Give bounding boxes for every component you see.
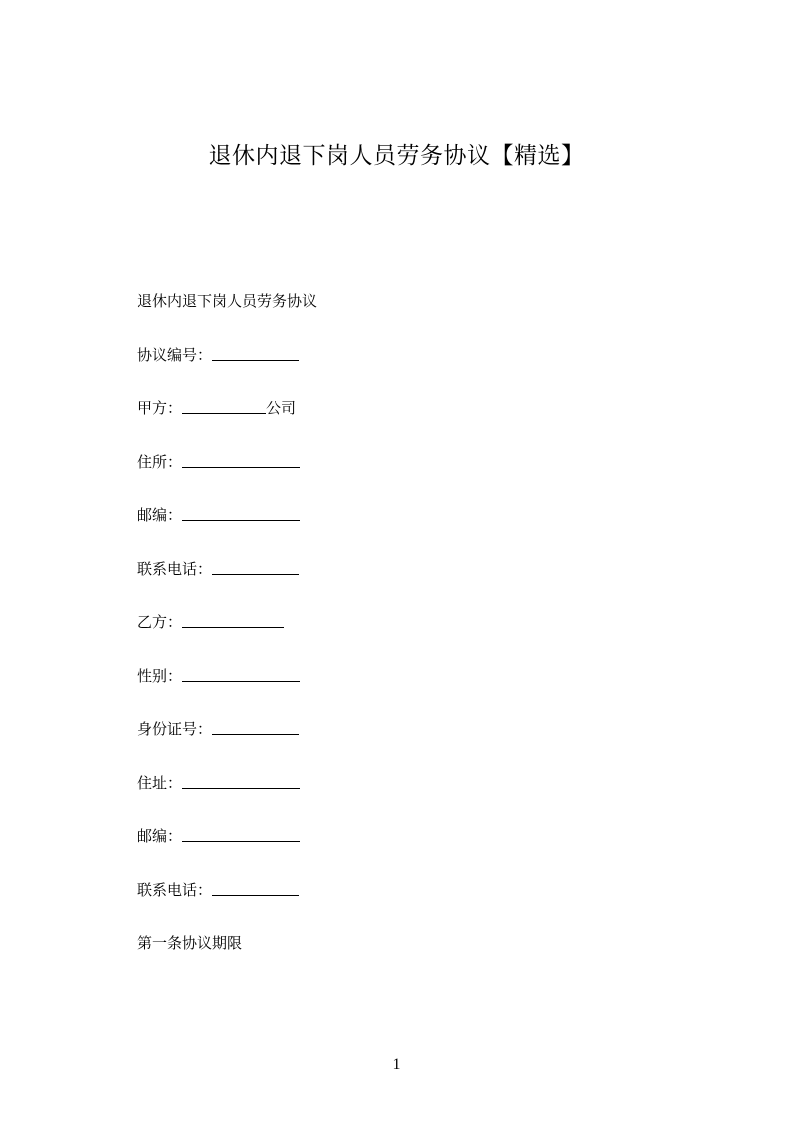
party-a-postcode-blank — [182, 504, 300, 521]
agreement-number-line — [137, 343, 697, 367]
section-heading: 第一条协议期限 — [137, 934, 243, 952]
document-subtitle: 退休内退下岗人员劳务协议 — [137, 292, 318, 310]
party-a-phone-blank — [212, 558, 299, 575]
agreement-number-label: 协议编号： — [137, 345, 213, 364]
party-a-postcode-line — [137, 503, 697, 527]
gender-blank — [182, 665, 300, 682]
party-b-label: 乙方： — [137, 613, 183, 631]
party-a-suffix: 公司 — [266, 399, 297, 417]
party-b-postcode-label: 邮编： — [137, 827, 183, 845]
party-a-blank — [182, 397, 266, 414]
party-b-address-label: 住址： — [137, 773, 183, 792]
party-b-blank — [182, 611, 284, 628]
party-b-phone-blank — [212, 879, 299, 896]
gender-line — [137, 664, 697, 688]
party-b-postcode-blank — [182, 825, 300, 842]
party-b-address-line — [137, 771, 697, 795]
agreement-number-blank — [212, 344, 299, 361]
party-a-phone-line — [137, 557, 697, 581]
document-body — [137, 289, 697, 985]
party-b-postcode-line — [137, 824, 697, 848]
id-number-blank — [212, 718, 299, 735]
document-title: 退休内退下岗人员劳务协议【精选】 — [208, 143, 585, 169]
id-number-label: 身份证号： — [137, 720, 213, 738]
party-a-postcode-label: 邮编： — [137, 506, 183, 524]
page-number: 1 — [392, 1056, 401, 1073]
id-number-line — [137, 717, 697, 741]
party-a-label: 甲方： — [137, 399, 183, 417]
party-a-line — [137, 396, 697, 420]
party-b-address-blank — [182, 772, 300, 789]
party-b-line — [137, 610, 697, 634]
party-a-address-blank — [182, 451, 300, 468]
party-a-address-label: 住所： — [137, 452, 183, 471]
party-a-phone-label: 联系电话： — [137, 559, 213, 578]
party-a-address-line — [137, 450, 697, 474]
party-b-phone-label: 联系电话： — [137, 880, 213, 899]
party-b-phone-line — [137, 878, 697, 902]
gender-label: 性别： — [137, 666, 183, 685]
